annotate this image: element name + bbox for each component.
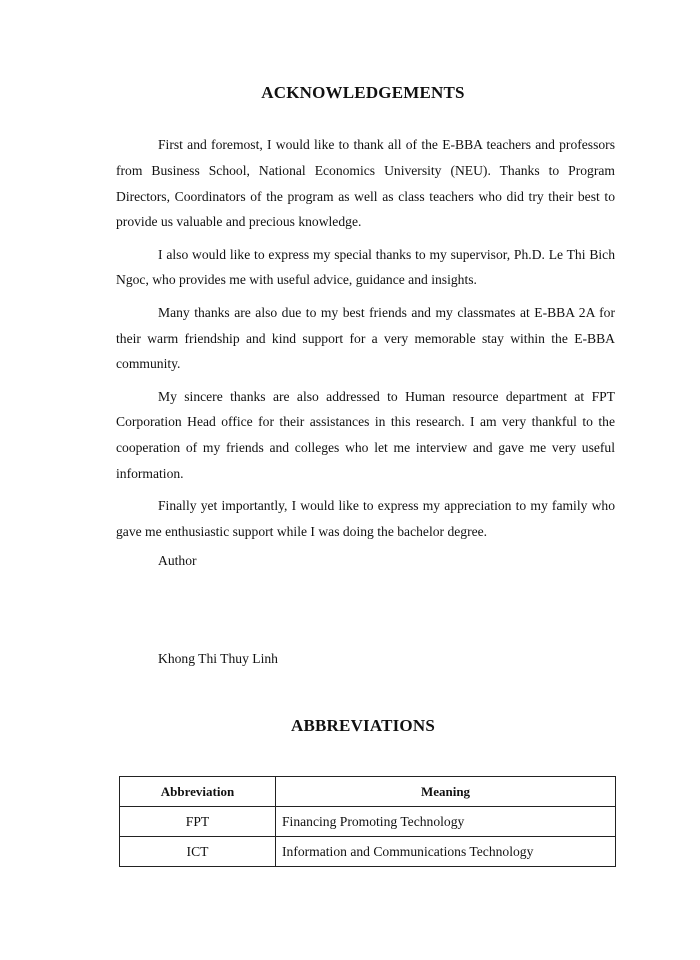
meaning-cell: Financing Promoting Technology bbox=[276, 807, 616, 837]
author-label: Author bbox=[158, 553, 197, 568]
table-row bbox=[120, 807, 616, 837]
acknowledgements-body bbox=[116, 132, 615, 551]
abbreviations-table bbox=[119, 776, 616, 867]
author-name: Khong Thi Thuy Linh bbox=[158, 651, 278, 666]
meaning-cell: Information and Communications Technology bbox=[276, 837, 616, 867]
paragraph-2: I also would like to express my special thanks to my supervisor, Ph.D. Le Thi Bich Ngoc, who provides me with useful advice, guidance and insights. bbox=[116, 246, 615, 288]
paragraph-4: My sincere thanks are also addressed to Human resource department at FPT Corporation Head office for their assistances in this research. I am very thankful to the cooperation of my friends and colleges who let me interview and gave me very useful information. bbox=[116, 388, 615, 482]
table-header-row bbox=[120, 777, 616, 807]
column-header-abbreviation: Abbreviation bbox=[120, 777, 276, 807]
table-row bbox=[120, 837, 616, 867]
abbreviation-cell: ICT bbox=[120, 837, 276, 867]
paragraph-1: First and foremost, I would like to thank all of the E-BBA teachers and professors from Business School, National Economics University (NEU). Thanks to Program Directors, Coordinators of the program as well as class teachers who did try their best to provide us valuable and precious knowledge. bbox=[116, 137, 615, 230]
paragraph-5: Finally yet importantly, I would like to express my appreciation to my family who gave me enthusiastic support while I was doing the bachelor degree. bbox=[116, 498, 615, 540]
abbreviations-title: ABBREVIATIONS bbox=[291, 716, 435, 735]
column-header-meaning: Meaning bbox=[276, 777, 616, 807]
paragraph-3: Many thanks are also due to my best friends and my classmates at E-BBA 2A for their warm friendship and kind support for a very memorable stay within the E-BBA community. bbox=[116, 304, 615, 372]
abbreviation-cell: FPT bbox=[120, 807, 276, 837]
acknowledgements-title: ACKNOWLEDGEMENTS bbox=[261, 83, 465, 102]
